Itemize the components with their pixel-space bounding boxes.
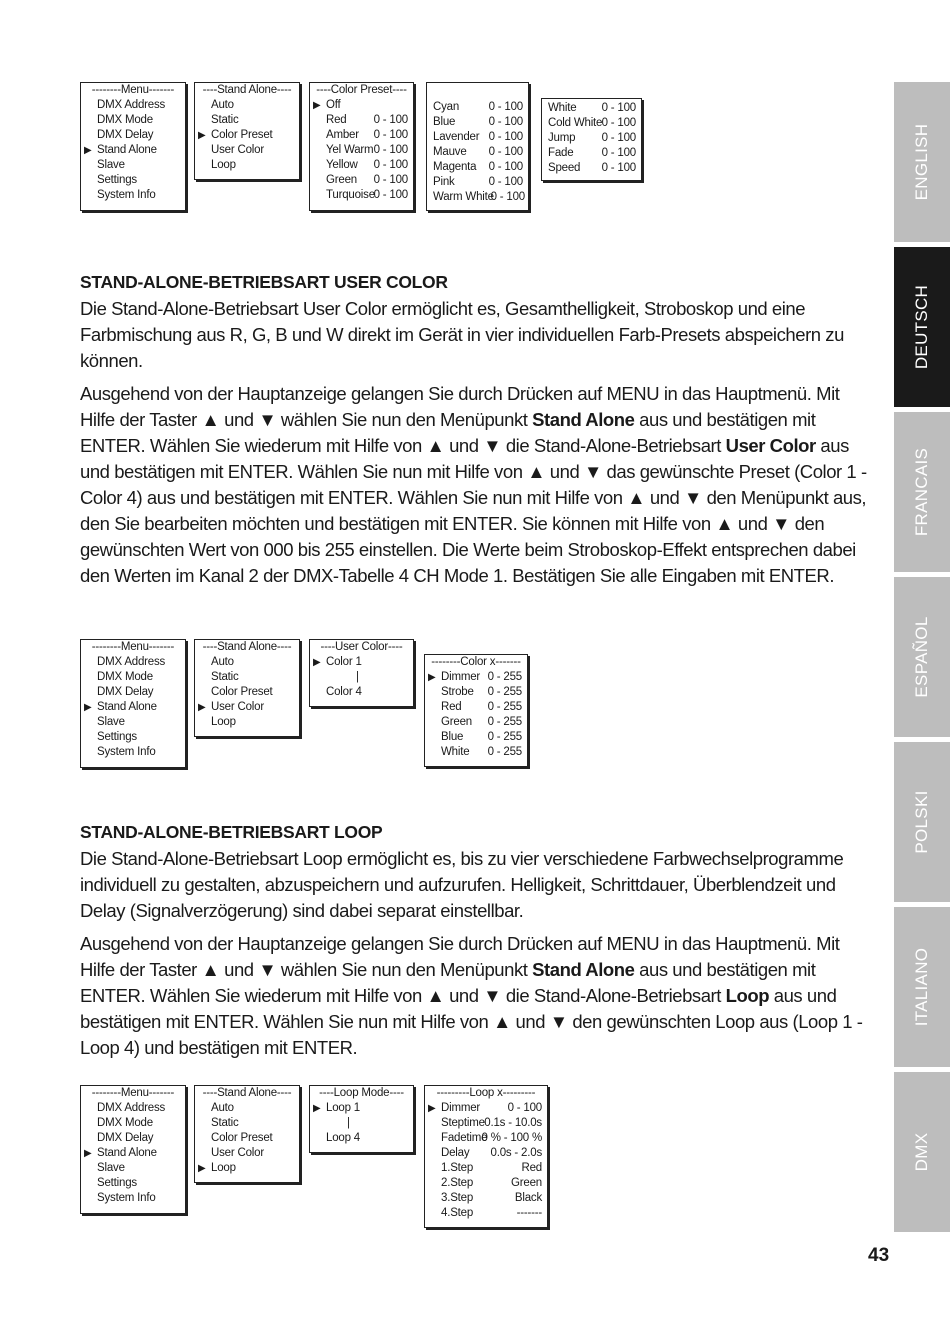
pointer-arrow-icon: ▶ <box>84 145 92 156</box>
menu-item: | <box>356 671 359 683</box>
preset-row: Fade 0 - 100 <box>548 147 636 159</box>
menu-item: System Info <box>97 746 156 758</box>
loop-x-row: 2.Step Green <box>441 1177 542 1189</box>
preset-row: Pink 0 - 100 <box>433 176 523 188</box>
menu-item: User Color <box>211 1147 264 1159</box>
preset-row: Yellow 0 - 100 <box>326 159 408 171</box>
box-header: --------Color x------- <box>431 656 521 668</box>
color-preset-box-2 <box>426 82 529 211</box>
user-color-box <box>309 639 414 707</box>
menu-item: System Info <box>97 1192 156 1204</box>
pointer-arrow-icon: ▶ <box>84 1148 92 1159</box>
tab-label: ITALIANO <box>912 947 931 1027</box>
loop-x-row: Delay 0.0s - 2.0s <box>441 1147 542 1159</box>
loop-x-row: 4.Step ------- <box>441 1207 542 1219</box>
menu-item-selected: ▶ Loop <box>198 1162 236 1174</box>
box-header: --------Menu------- <box>91 1087 175 1099</box>
paragraph: Die Stand-Alone-Betriebsart Loop ermöglicht es, bis zu vier verschiedene Farbwechselprogramme individuell zu gestalten, abzuspeichern und aufzurufen. Helligkeit, Schrittdauer, Überblendzeit und Delay (Signalverzögerung) sind dabei separat einstellbar. <box>80 848 844 921</box>
section-body-user-color <box>80 296 875 596</box>
menu-item-selected: ▶ Stand Alone <box>84 701 157 713</box>
box-header: --------Menu------- <box>91 641 175 653</box>
box-header: --------Menu------- <box>91 84 175 96</box>
section-heading-user-color: STAND-ALONE-BETRIEBSART USER COLOR <box>80 272 448 292</box>
menu-item: System Info <box>97 189 156 201</box>
menu-item: Static <box>211 1117 239 1129</box>
color-x-row-selected: ▶ Dimmer 0 - 255 <box>428 671 522 683</box>
preset-row: Magenta 0 - 100 <box>433 161 523 173</box>
loop-x-row: Fadetime 0 % - 100 % <box>441 1132 542 1144</box>
language-tabs <box>894 82 950 1237</box>
tab-espanol[interactable] <box>894 577 950 737</box>
color-x-row: White 0 - 255 <box>441 746 522 758</box>
menu-item: DMX Delay <box>97 1132 154 1144</box>
menu-item: Settings <box>97 731 137 743</box>
color-x-box <box>424 654 528 767</box>
pointer-arrow-icon: ▶ <box>313 1103 321 1114</box>
menu-item: DMX Address <box>97 656 166 668</box>
box-header: ----Loop Mode---- <box>319 1087 404 1099</box>
loop-mode-box <box>309 1085 414 1153</box>
pointer-arrow-icon: ▶ <box>198 1163 206 1174</box>
preset-row: Warm White 0 - 100 <box>433 191 525 203</box>
tab-label: POLSKI <box>912 790 931 854</box>
pointer-arrow-icon: ▶ <box>198 130 206 141</box>
preset-row: Cyan 0 - 100 <box>433 101 523 113</box>
tab-polski[interactable] <box>894 742 950 902</box>
menu-item: Slave <box>97 159 125 171</box>
preset-row: Blue 0 - 100 <box>433 116 523 128</box>
menu-item: Color 4 <box>326 686 362 698</box>
color-preset-box <box>309 82 414 211</box>
box-header: ----Stand Alone---- <box>202 641 292 653</box>
tab-dmx[interactable] <box>894 1072 950 1232</box>
tab-deutsch[interactable] <box>894 247 950 407</box>
menu-item-selected: ▶ Loop 1 <box>313 1102 360 1114</box>
menu-item-selected: ▶ Color Preset <box>198 129 273 141</box>
tab-label: FRANCAIS <box>912 447 931 537</box>
loop-x-row: 3.Step Black <box>441 1192 542 1204</box>
box-header: ----Color Preset---- <box>316 84 407 96</box>
box-header: ----Stand Alone---- <box>202 1087 292 1099</box>
pointer-arrow-icon: ▶ <box>198 702 206 713</box>
box-header: ----User Color---- <box>320 641 403 653</box>
menu-item: | <box>347 1117 350 1129</box>
preset-row: Mauve 0 - 100 <box>433 146 523 158</box>
stand-alone-box <box>194 82 300 180</box>
section-heading-loop: STAND-ALONE-BETRIEBSART LOOP <box>80 822 383 842</box>
preset-row: Amber 0 - 100 <box>326 129 408 141</box>
menu-item: Slave <box>97 1162 125 1174</box>
box-header: ----Stand Alone---- <box>202 84 292 96</box>
menu-item: DMX Address <box>97 1102 166 1114</box>
menu-item: User Color <box>211 144 264 156</box>
menu-item: Color Preset <box>211 686 273 698</box>
menu-item: Loop <box>211 716 236 728</box>
preset-row: Speed 0 - 100 <box>548 162 636 174</box>
menu-item: DMX Delay <box>97 129 154 141</box>
section-body-loop <box>80 846 875 1068</box>
menu-item: DMX Mode <box>97 114 153 126</box>
pointer-arrow-icon: ▶ <box>428 672 436 683</box>
loop-x-row: Steptime 0.1s - 10.0s <box>441 1117 542 1129</box>
stand-alone-box <box>194 639 300 737</box>
preset-row: Yel Warm 0 - 100 <box>326 144 408 156</box>
tab-label: ENGLISH <box>912 123 931 201</box>
menu-item-selected: ▶ Color 1 <box>313 656 362 668</box>
preset-row: Cold White 0 - 100 <box>548 117 636 129</box>
menu-item-selected: ▶ Stand Alone <box>84 1147 157 1159</box>
loop-x-row: 1.Step Red <box>441 1162 542 1174</box>
preset-row: White 0 - 100 <box>548 102 636 114</box>
preset-row-selected: ▶ Off <box>313 99 341 111</box>
menu-item-selected: ▶ Stand Alone <box>84 144 157 156</box>
pointer-arrow-icon: ▶ <box>313 657 321 668</box>
color-preset-box-3 <box>541 98 642 181</box>
tab-label: ESPAÑOL <box>912 616 931 698</box>
menu-item: Auto <box>211 99 234 111</box>
color-x-row: Green 0 - 255 <box>441 716 522 728</box>
menu-item: Settings <box>97 1177 137 1189</box>
menu-item: Auto <box>211 656 234 668</box>
menu-item: Auto <box>211 1102 234 1114</box>
main-menu-box <box>80 82 186 211</box>
menu-item: Loop 4 <box>326 1132 360 1144</box>
stand-alone-box <box>194 1085 300 1183</box>
loop-x-row-selected: ▶ Dimmer 0 - 100 <box>428 1102 542 1114</box>
menu-item-selected: ▶ User Color <box>198 701 264 713</box>
menu-item: DMX Mode <box>97 671 153 683</box>
preset-row: Jump 0 - 100 <box>548 132 636 144</box>
tab-label: DMX <box>912 1132 931 1172</box>
tab-italiano[interactable] <box>894 907 950 1067</box>
page-number: 43 <box>868 1245 890 1266</box>
color-x-row: Strobe 0 - 255 <box>441 686 522 698</box>
menu-item: Static <box>211 671 239 683</box>
menu-item: Slave <box>97 716 125 728</box>
pointer-arrow-icon: ▶ <box>313 100 321 111</box>
color-x-row: Blue 0 - 255 <box>441 731 522 743</box>
menu-item: DMX Mode <box>97 1117 153 1129</box>
menu-item: DMX Address <box>97 99 166 111</box>
menu-item: Loop <box>211 159 236 171</box>
color-x-row: Red 0 - 255 <box>441 701 522 713</box>
main-menu-box <box>80 1085 186 1214</box>
pointer-arrow-icon: ▶ <box>428 1103 436 1114</box>
preset-row: Red 0 - 100 <box>326 114 408 126</box>
paragraph: Die Stand-Alone-Betriebsart User Color ermöglicht es, Gesamthelligkeit, Stroboskop und eine Farbmischung aus R, G, B und W direkt im Gerät in vier individuellen Farb-Presets abspeichern zu können. <box>80 298 844 371</box>
loop-x-box <box>424 1085 548 1228</box>
menu-item: Settings <box>97 174 137 186</box>
menu-item: Static <box>211 114 239 126</box>
preset-row: Turquoise 0 - 100 <box>326 189 408 201</box>
tab-english[interactable] <box>894 82 950 242</box>
preset-row: Lavender 0 - 100 <box>433 131 523 143</box>
menu-item: Color Preset <box>211 1132 273 1144</box>
paragraph: Ausgehend von der Hauptanzeige gelangen Sie durch Drücken auf MENU in das Hauptmenü. Mit Hilfe der Taster ▲ und ▼ wählen Sie nun den Menüpunkt Stand Alone aus und bestätigen mit ENTER. Wählen Sie wiederum mit Hilfe von ▲ und ▼ die Stand-Alone-Betriebsart User Color aus und bestätigen mit ENTER. Wählen Sie nun mit Hilfe von ▲ und ▼ das gewünschte Preset (Color 1 - Color 4) aus und bestätigen mit ENTER. Wählen Sie nun mit Hilfe von ▲ und ▼ den Menüpunkt aus, den Sie bearbeiten möchten und bestätigen mit ENTER. Sie können mit Hilfe von ▲ und ▼ den gewünschten Wert von 000 bis 255 einstellen. Die Werte beim Stroboskop-Effekt entsprechen dabei den Werten im Kanal 2 der DMX-Tabelle 4 CH Mode 1. Bestätigen Sie alle Eingaben mit ENTER. <box>80 383 867 586</box>
box-header: ---------Loop x--------- <box>436 1087 536 1099</box>
pointer-arrow-icon: ▶ <box>84 702 92 713</box>
tab-francais[interactable] <box>894 412 950 572</box>
main-menu-box <box>80 639 186 768</box>
preset-row: Green 0 - 100 <box>326 174 408 186</box>
paragraph: Ausgehend von der Hauptanzeige gelangen Sie durch Drücken auf MENU in das Hauptmenü. Mit Hilfe der Taster ▲ und ▼ wählen Sie nun den Menüpunkt Stand Alone aus und bestätigen mit ENTER. Wählen Sie wiederum mit Hilfe von ▲ und ▼ die Stand-Alone-Betriebsart Loop aus und bestätigen mit ENTER. Wählen Sie nun mit Hilfe von ▲ und ▼ den gewünschten Loop aus (Loop 1 - Loop 4) und bestätigen mit ENTER. <box>80 933 863 1058</box>
menu-item: DMX Delay <box>97 686 154 698</box>
tab-label: DEUTSCH <box>912 284 931 370</box>
